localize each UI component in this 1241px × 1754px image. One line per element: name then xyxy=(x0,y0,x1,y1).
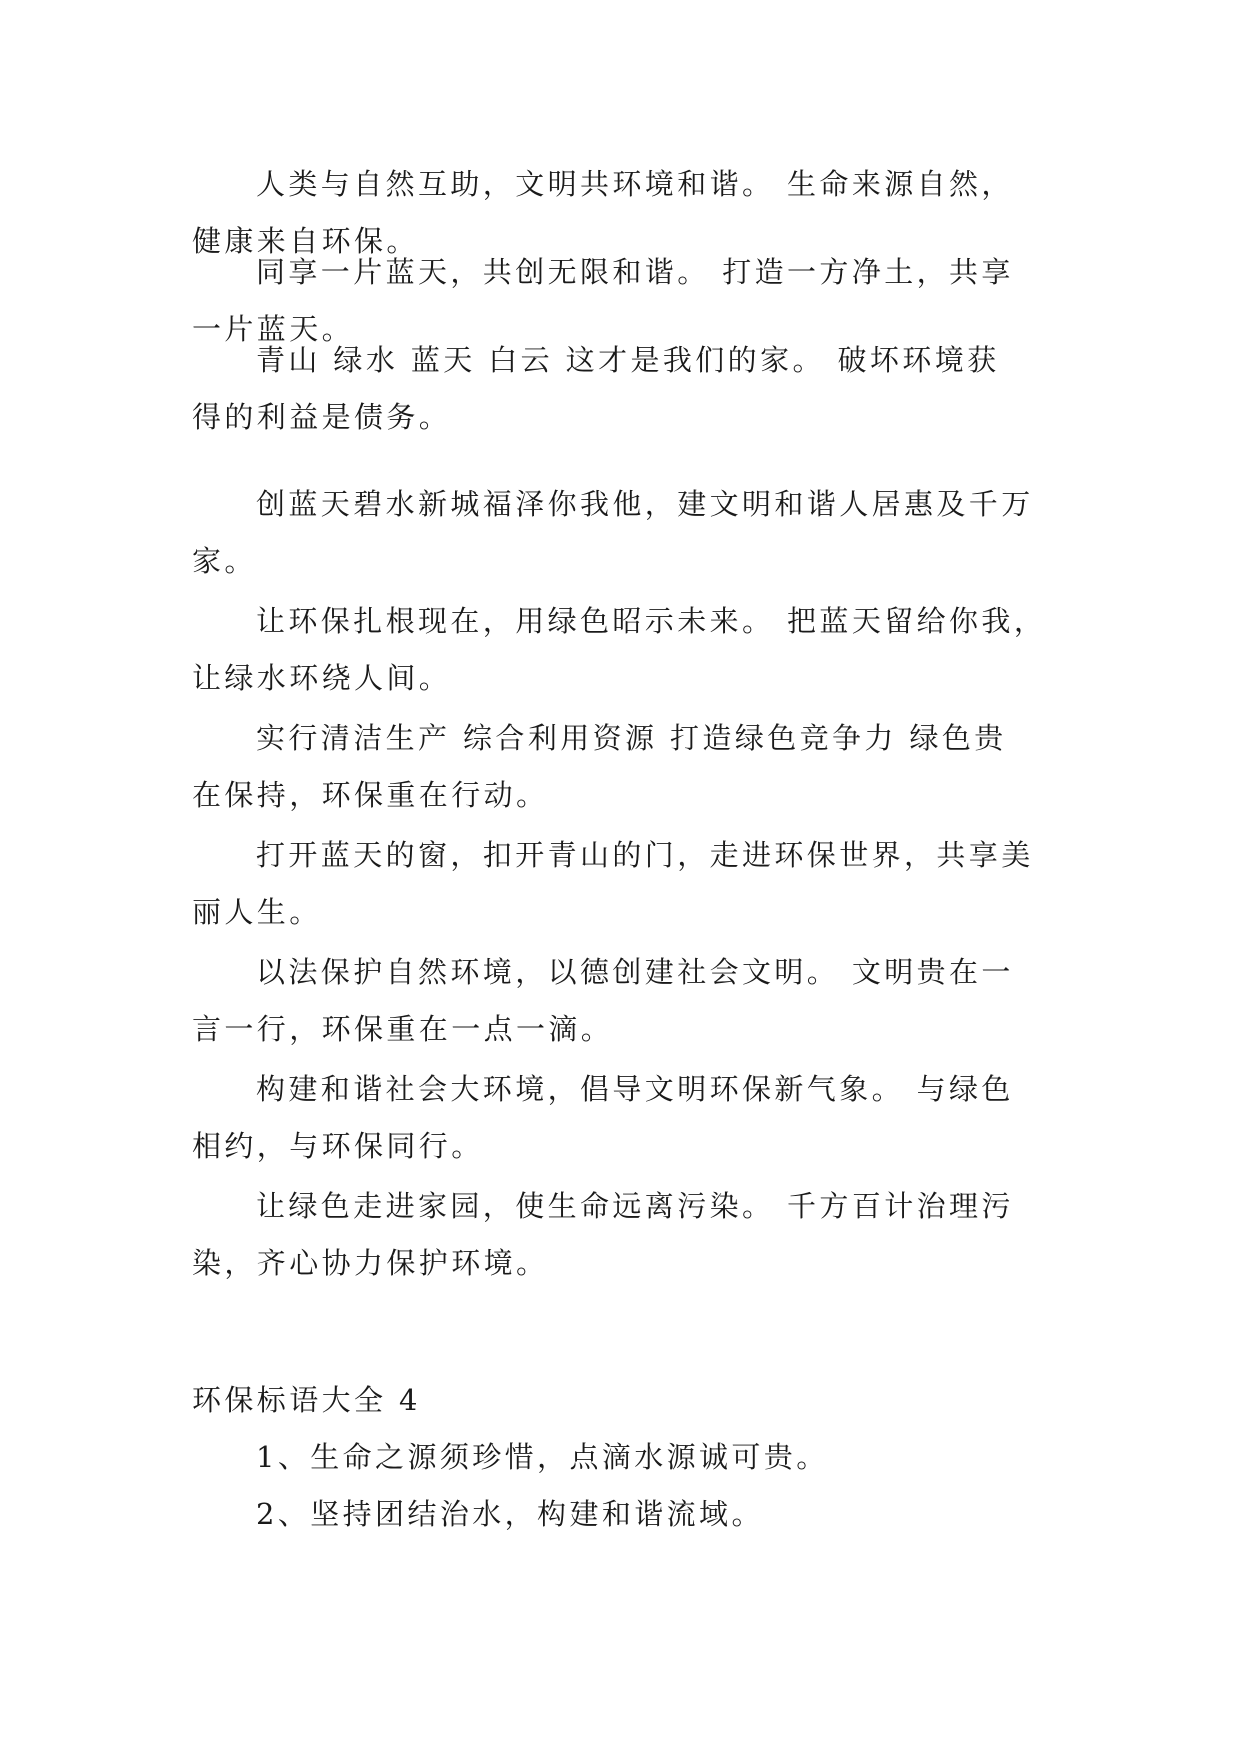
paragraph-line: 让绿水环绕人间。 xyxy=(192,661,452,695)
paragraph-line: 健康来自环保。 xyxy=(192,224,419,258)
paragraph-10 xyxy=(192,1178,1052,1292)
paragraph-9 xyxy=(192,1061,1052,1175)
paragraph-8 xyxy=(192,944,1052,1058)
paragraph-line: 创蓝天碧水新城福泽你我他，建文明和谐人居惠及千万 xyxy=(256,487,1034,521)
paragraph-line: 言一行，环保重在一点一滴。 xyxy=(192,1012,614,1046)
paragraph-line: 让环保扎根现在，用绿色昭示未来。 把蓝天留给你我， xyxy=(256,604,1047,638)
paragraph-line: 打开蓝天的窗，扣开青山的门，走进环保世界，共享美 xyxy=(256,838,1034,872)
paragraph-line: 相约，与环保同行。 xyxy=(192,1129,484,1163)
section-heading: 环保标语大全 4 xyxy=(192,1383,421,1417)
list-item: 1、生命之源须珍惜，点滴水源诚可贵。 xyxy=(256,1440,829,1474)
paragraph-4 xyxy=(192,476,1052,590)
paragraph-line: 得的利益是债务。 xyxy=(192,400,452,434)
paragraph-line: 丽人生。 xyxy=(192,895,322,929)
paragraph-line: 青山 绿水 蓝天 白云 这才是我们的家。 破坏环境获 xyxy=(256,343,1000,377)
list-item: 2、坚持团结治水，构建和谐流域。 xyxy=(256,1497,764,1531)
paragraph-7 xyxy=(192,827,1052,941)
paragraph-6 xyxy=(192,710,1052,824)
paragraph-5 xyxy=(192,593,1052,707)
paragraph-line: 同享一片蓝天，共创无限和谐。 打造一方净土，共享 xyxy=(256,255,1014,289)
paragraph-line: 让绿色走进家园，使生命远离污染。 千方百计治理污 xyxy=(256,1189,1014,1223)
paragraph-3 xyxy=(192,332,1052,446)
paragraph-line: 人类与自然互助，文明共环境和谐。 生命来源自然， xyxy=(256,167,1014,201)
paragraph-line: 一片蓝天。 xyxy=(192,312,355,346)
paragraph-line: 家。 xyxy=(192,544,257,578)
paragraph-line: 以法保护自然环境，以德创建社会文明。 文明贵在一 xyxy=(256,955,1014,989)
paragraph-line: 实行清洁生产 综合利用资源 打造绿色竞争力 绿色贵 xyxy=(256,721,1007,755)
paragraph-line: 在保持，环保重在行动。 xyxy=(192,778,549,812)
paragraph-line: 构建和谐社会大环境，倡导文明环保新气象。 与绿色 xyxy=(256,1072,1014,1106)
paragraph-line: 染，齐心协力保护环境。 xyxy=(192,1246,549,1280)
